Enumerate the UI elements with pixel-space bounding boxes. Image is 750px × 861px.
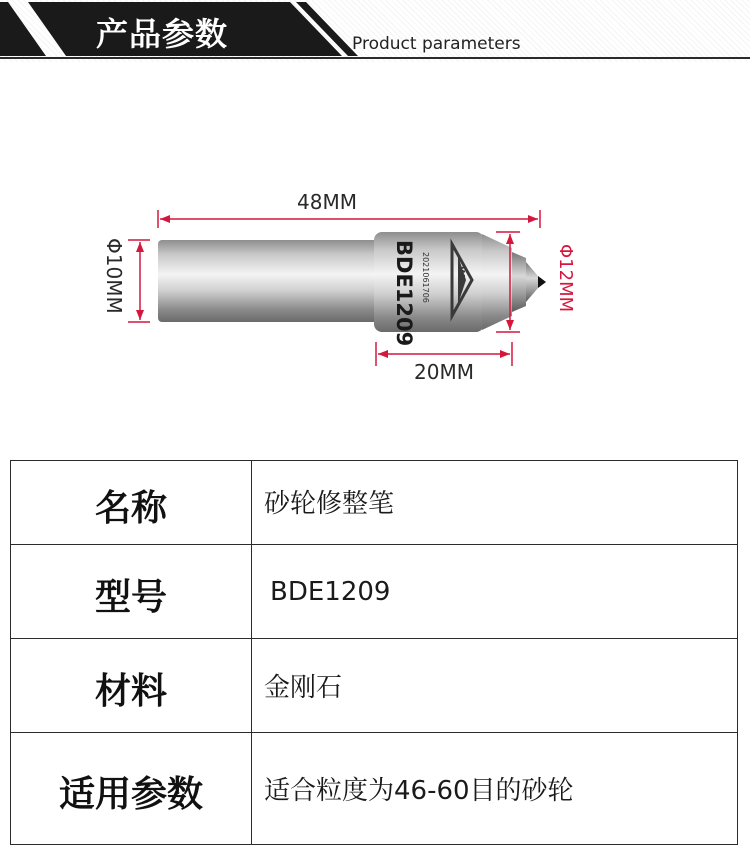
spec-value-material: 金刚石	[252, 639, 738, 733]
diamond-tip	[538, 276, 546, 288]
product-model-marking: BDE1209	[392, 240, 416, 347]
dim-head-diameter-label: Φ12MM	[555, 244, 576, 313]
table-row	[11, 545, 738, 639]
dim-total-length-label: 48MM	[297, 190, 357, 214]
header-banner	[0, 0, 750, 62]
dim-head-length-label: 20MM	[414, 360, 474, 384]
spec-label-name: 名称	[11, 461, 252, 545]
table-row	[11, 639, 738, 733]
spec-value-name: 砂轮修整笔	[252, 461, 738, 545]
dim-shank-diameter-label: Φ10MM	[102, 238, 126, 314]
tip-collar	[512, 252, 526, 312]
product-serial-marking: 2021061706	[421, 252, 430, 303]
product-logo-text: WD	[455, 266, 466, 286]
spec-value-application: 适合粒度为46-60目的砂轮	[252, 733, 738, 845]
spec-label-model: 型号	[11, 545, 252, 639]
table-row	[11, 733, 738, 845]
table-row	[11, 461, 738, 545]
head-taper	[482, 234, 512, 330]
tip-cone	[526, 262, 538, 302]
shank-body	[158, 240, 380, 322]
dim-shank-diameter	[128, 240, 150, 322]
header-underline	[0, 57, 750, 59]
header-title-cn: 产品参数	[96, 15, 229, 53]
spec-table	[10, 460, 738, 845]
spec-label-material: 材料	[11, 639, 252, 733]
spec-label-application: 适用参数	[11, 733, 252, 845]
header-title-en: Product parameters	[352, 34, 521, 54]
spec-value-model: BDE1209	[252, 545, 738, 639]
